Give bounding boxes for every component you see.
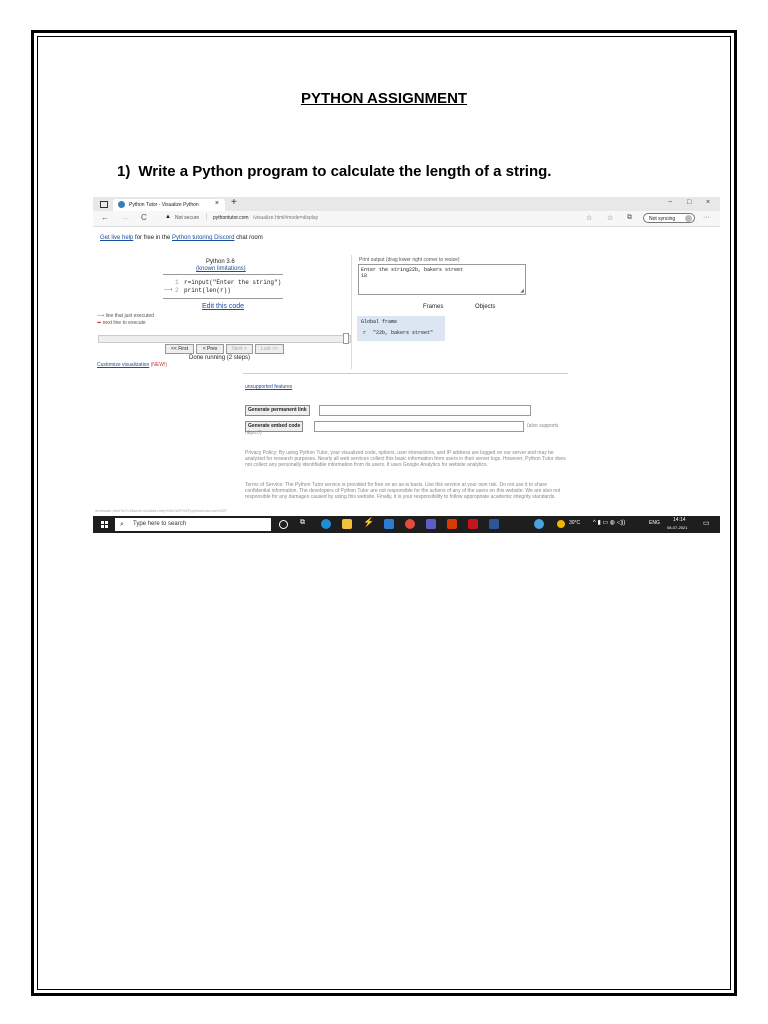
windows-taskbar [93, 516, 720, 533]
permanent-link-field[interactable] [319, 405, 531, 416]
document-title: PYTHON ASSIGNMENT [300, 90, 468, 107]
teams-icon[interactable] [426, 519, 436, 529]
next-button[interactable]: Next > [226, 344, 253, 354]
maximize-button[interactable]: □ [687, 199, 692, 206]
search-icon: ⌕ [120, 521, 124, 528]
tray-icons[interactable]: ^ ▮ ▭ ◍ ◁)) [593, 520, 626, 526]
office-icon[interactable] [447, 519, 457, 529]
global-frame [357, 316, 445, 341]
global-frame-label: Global frame [361, 319, 398, 325]
green-arrow-icon: ⟶ [97, 313, 105, 319]
status-bar-url: /translate.html?lx?=f3aerk=x/k&kfa=http%3A%2F%2Fpythontutor.com%2F [95, 508, 227, 513]
unsupported-features-link[interactable]: unsupported features [245, 384, 293, 390]
print-output-box[interactable] [358, 264, 526, 295]
cortana-icon[interactable] [279, 520, 288, 529]
output-line: Enter the string22b, bakers street [361, 267, 464, 273]
help-app-icon[interactable] [534, 519, 544, 529]
more-menu-icon[interactable]: ··· [703, 214, 710, 221]
python-version: Python 3.6 [206, 259, 235, 265]
question-number: 1) [117, 163, 131, 180]
line-number: 1 [175, 279, 179, 286]
minimize-button[interactable]: − [668, 199, 673, 206]
variable-name: r [363, 330, 367, 336]
new-badge: (NEW!) [150, 362, 168, 368]
red-arrow-icon: ➡ [97, 320, 102, 326]
sync-label: Not syncing [649, 216, 676, 222]
step-slider-thumb[interactable] [343, 333, 349, 344]
refresh-button[interactable]: C [141, 213, 147, 222]
mail-icon[interactable] [384, 519, 394, 529]
question-text: Write a Python program to calculate the length of a string. [138, 163, 552, 180]
not-secure-label[interactable]: Not secure [175, 215, 200, 221]
clock-date[interactable]: 08-07-2021 [667, 525, 688, 530]
frames-header: Frames [423, 304, 444, 310]
profile-avatar [685, 215, 692, 222]
chrome-icon[interactable] [405, 519, 415, 529]
customize-visualization-link[interactable]: Customize visualization [97, 362, 150, 368]
section-divider [243, 373, 568, 374]
legend-next: ➡ next line to execute [97, 320, 146, 326]
last-button[interactable]: Last >> [255, 344, 284, 354]
embedded-screenshot [93, 197, 720, 533]
language-indicator[interactable]: ENG [649, 520, 660, 526]
url-path[interactable]: /visualize.html#mode=display [253, 215, 319, 221]
favorites-icon[interactable]: ☆ [607, 215, 614, 222]
tab-actions-icon[interactable] [100, 201, 108, 208]
edge-icon[interactable] [321, 519, 331, 529]
browser-tab-bar [93, 197, 720, 211]
warning-icon: ▲ [165, 214, 171, 220]
address-bar: ← → C ▲ Not secure | pythontutor.com /visualize.html#mode=display ☆ ☆ ⧉ Not syncing ··· [93, 211, 720, 227]
known-limitations-link[interactable]: (known limitations) [196, 266, 246, 272]
https-note: https://) [245, 430, 262, 436]
url-host[interactable]: pythontutor.com [213, 215, 249, 221]
temperature[interactable]: 30°C [569, 520, 581, 526]
live-help-link[interactable]: Get live help [100, 235, 134, 241]
code-line: print(len(r)) [184, 287, 231, 294]
back-button[interactable]: ← [101, 213, 109, 222]
embed-code-field[interactable] [314, 421, 524, 432]
line-number: 2 [175, 287, 179, 294]
task-view-icon[interactable]: ⧉ [300, 519, 305, 526]
word-icon[interactable] [489, 519, 499, 529]
customize-row [97, 362, 167, 368]
help-line: Get live help for free in the Python tutoring Discord chat room [100, 235, 263, 241]
prev-button[interactable]: < Prev [196, 344, 224, 354]
windows-start-icon[interactable] [101, 521, 109, 529]
question-heading [117, 163, 551, 180]
output-line: 18 [361, 273, 368, 279]
variable-value: "22b, bakers street" [373, 330, 434, 336]
terms-of-service: Terms of Service: The Python Tutor service is provided for free on an as-is basis. Use this service at your own risk. Do not use it to share confidential information. The developers of Python Tutor are not responsible for the actions of any of the users on this website. We are also not responsible for any damages caused by using this website. Finally, it is your responsibility to follow appropriate academic integrity standards. [245, 482, 561, 500]
generate-embed-code-button[interactable]: Generate embed code [245, 421, 303, 432]
close-window-button[interactable]: × [706, 199, 711, 206]
privacy-policy: Privacy Policy: By using Python Tutor, your visualized code, options, user interactions, and IP address are logged on our server and may be analyzed for research purposes. Nearly all web services collect this basic information from users in their server logs. However, Python Tutor does not collect any personally identifiable information from its users. It uses Google Analytics for website analytics. [245, 450, 566, 468]
taskbar-search-box[interactable] [115, 518, 271, 531]
code-line: r=input("Enter the string") [184, 279, 282, 286]
resize-handle-icon[interactable]: ◢ [520, 288, 524, 294]
sync-button[interactable] [643, 213, 695, 223]
generate-permanent-link-button[interactable]: Generate permanent link [245, 405, 310, 416]
bolt-app-icon[interactable]: ⚡ [363, 517, 375, 527]
done-running-status: Done running (2 steps) [189, 355, 251, 361]
new-tab-button[interactable]: + [231, 197, 237, 208]
print-output-label: Print output (drag lower right corner to resize) [359, 257, 460, 263]
python-tutor-favicon-icon [118, 201, 125, 208]
legend-executed: ⟶ line that just executed [97, 313, 154, 319]
clock-time[interactable]: 14:14 [673, 517, 686, 523]
collections-icon[interactable]: ⧉ [627, 214, 632, 221]
notifications-icon[interactable]: ▭ [703, 520, 710, 527]
objects-header: Objects [475, 304, 496, 310]
tab-title: Python Tutor - Visualize Python [129, 202, 199, 208]
search-placeholder: Type here to search [133, 521, 187, 527]
read-aloud-icon[interactable]: ☆ [586, 215, 593, 222]
discord-link[interactable]: Python tutoring Discord [172, 235, 235, 241]
step-slider[interactable] [98, 335, 351, 343]
first-button[interactable]: << First [165, 344, 194, 354]
weather-icon[interactable] [557, 520, 565, 528]
file-explorer-icon[interactable] [342, 519, 352, 529]
pdf-reader-icon[interactable] [468, 519, 478, 529]
executed-arrow-icon: ⟶ [164, 287, 173, 293]
browser-tab[interactable] [113, 199, 225, 211]
panel-divider [351, 255, 352, 369]
edit-code-link[interactable]: Edit this code [202, 303, 245, 310]
tab-close-icon[interactable]: × [214, 200, 219, 207]
also-supports-note: (also supports [527, 423, 559, 429]
forward-button[interactable]: → [121, 213, 129, 222]
